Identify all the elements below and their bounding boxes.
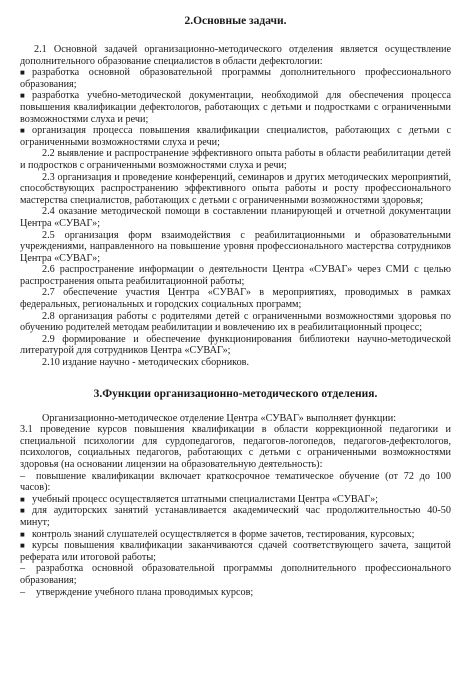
paragraph-text: утверждение учебного плана проводимых курсов; [36, 586, 254, 598]
paragraph [20, 148, 451, 171]
paragraph-text: 2.9 формирование и обеспечение функционирования библиотеки научно-методической литературой для сотрудников Центра «СУВАГ»; [20, 333, 451, 357]
paragraph [20, 172, 451, 207]
paragraph-text: учебный процесс осуществляется штатными специалистами Центра «СУВАГ»; [32, 493, 378, 505]
paragraph-text: 2.6 распространение информации о деятельности Центра «СУВАГ» через СМИ с целью распространения опыта реабилитационной работы; [20, 264, 451, 287]
paragraph [20, 587, 451, 599]
paragraph-text: повышение квалификации включает краткосрочное тематическое обучение (от 72 до 100 часов): [20, 470, 451, 494]
bullet-marker: ■ [20, 68, 25, 78]
paragraph [20, 67, 451, 90]
paragraph [20, 413, 451, 425]
bullet-marker: ■ [20, 506, 25, 516]
paragraph [20, 529, 451, 541]
paragraph [20, 505, 451, 528]
paragraph [20, 230, 451, 265]
dash-marker: – [20, 586, 26, 598]
paragraph [20, 494, 451, 506]
dash-marker: – [20, 470, 26, 482]
paragraph-text: 2.8 организация работы с родителями детей с ограниченными возможностями здоровья по обучению родителей методам реабилитации и вовлечению их в реабилитационный процесс; [20, 310, 451, 334]
section-3-title: 3.Функции организационно-методического отделения. [93, 387, 378, 400]
dash-marker: – [20, 563, 26, 575]
section-3-body [20, 413, 451, 599]
paragraph-text: контроль знаний слушателей осуществляется в форме зачетов, тестирования, курсовых; [32, 528, 415, 540]
paragraph-text: организация процесса повышения квалификации специалистов, работающих с детьми с ограниченными возможностями слуха и речи; [20, 125, 451, 148]
paragraph [20, 357, 451, 369]
paragraph-text: 3.1 проведение курсов повышения квалификации в области коррекционной педагогики и специальной психологии для сурдопедагогов, педагогов-логопедов, педагогов-дефектологов, психологов, социальных педагогов, работающих с детьми с ограниченными возможностями здоровья (на основании лицензии на образовательную деятельность): [20, 424, 451, 470]
section-2-body [20, 44, 451, 369]
bullet-marker: ■ [20, 126, 25, 136]
bullet-marker: ■ [20, 529, 25, 539]
paragraph-text: 2.3 организация и проведение конференций, семинаров и других методических мероприятий, способствующих распространению эффективного опыта работы и росту профессионального мастерства специалистов, работающих с детьми с ограниченными возможностями здоровья; [20, 171, 451, 206]
paragraph [20, 563, 451, 586]
paragraph [20, 540, 451, 563]
paragraph [20, 334, 451, 357]
paragraph-text: разработка учебно-методической документации, необходимой для обеспечения процесса повышения квалификации дефектологов, работающих с детьми и подростками с ограниченными возможностями слуха и речи; [20, 90, 451, 125]
paragraph [20, 311, 451, 334]
paragraph-text: 2.4 оказание методической помощи в составлении планирующей и отчетной документации Центра «СУВАГ»; [20, 206, 451, 229]
paragraph [20, 44, 451, 67]
paragraph [20, 206, 451, 229]
paragraph-text: 2.5 организация форм взаимодействия с реабилитационными и образовательными учреждениями, направленного на повышение уровня профессионального мастерства сотрудников Центра «СУВАГ»; [20, 229, 451, 264]
paragraph-text: Организационно-методическое отделение Центра «СУВАГ» выполняет функции: [42, 412, 397, 424]
bullet-marker: ■ [20, 494, 25, 504]
paragraph-text: 2.7 обеспечение участия Центра «СУВАГ» в мероприятиях, проводимых в рамках федеральных, региональных и городских социальных программ; [20, 287, 451, 311]
paragraph-text: курсы повышения квалификации заканчиваются сдачей соответствующего зачета, защитой реферата или итоговой работы; [20, 540, 451, 563]
paragraph [20, 264, 451, 287]
paragraph-text: разработка основной образовательной программы дополнительного профессионального образования; [20, 563, 451, 586]
paragraph-text: 2.10 издание научно - методических сборников. [42, 357, 250, 369]
paragraph-text: 2.1 Основной задачей организационно-методического отделения является осуществление дополнительного образование специалистов в области дефектологии: [20, 44, 451, 67]
section-2-title: 2.Основные задачи. [184, 15, 287, 27]
paragraph-text: 2.2 выявление и распространение эффективного опыта работы в области реабилитации детей и подростков с ограниченными возможностями слуха и речи; [20, 148, 451, 171]
paragraph-text: разработка основной образовательной программы дополнительного профессионального образования; [20, 67, 451, 90]
bullet-marker: ■ [20, 541, 25, 551]
paragraph-text: для аудиторских занятий устанавливается академический час продолжительностью 40-50 минут; [20, 505, 451, 528]
bullet-marker: ■ [20, 91, 25, 101]
paragraph [20, 471, 451, 494]
paragraph [20, 125, 451, 148]
paragraph [20, 424, 451, 470]
paragraph [20, 90, 451, 125]
paragraph [20, 287, 451, 310]
